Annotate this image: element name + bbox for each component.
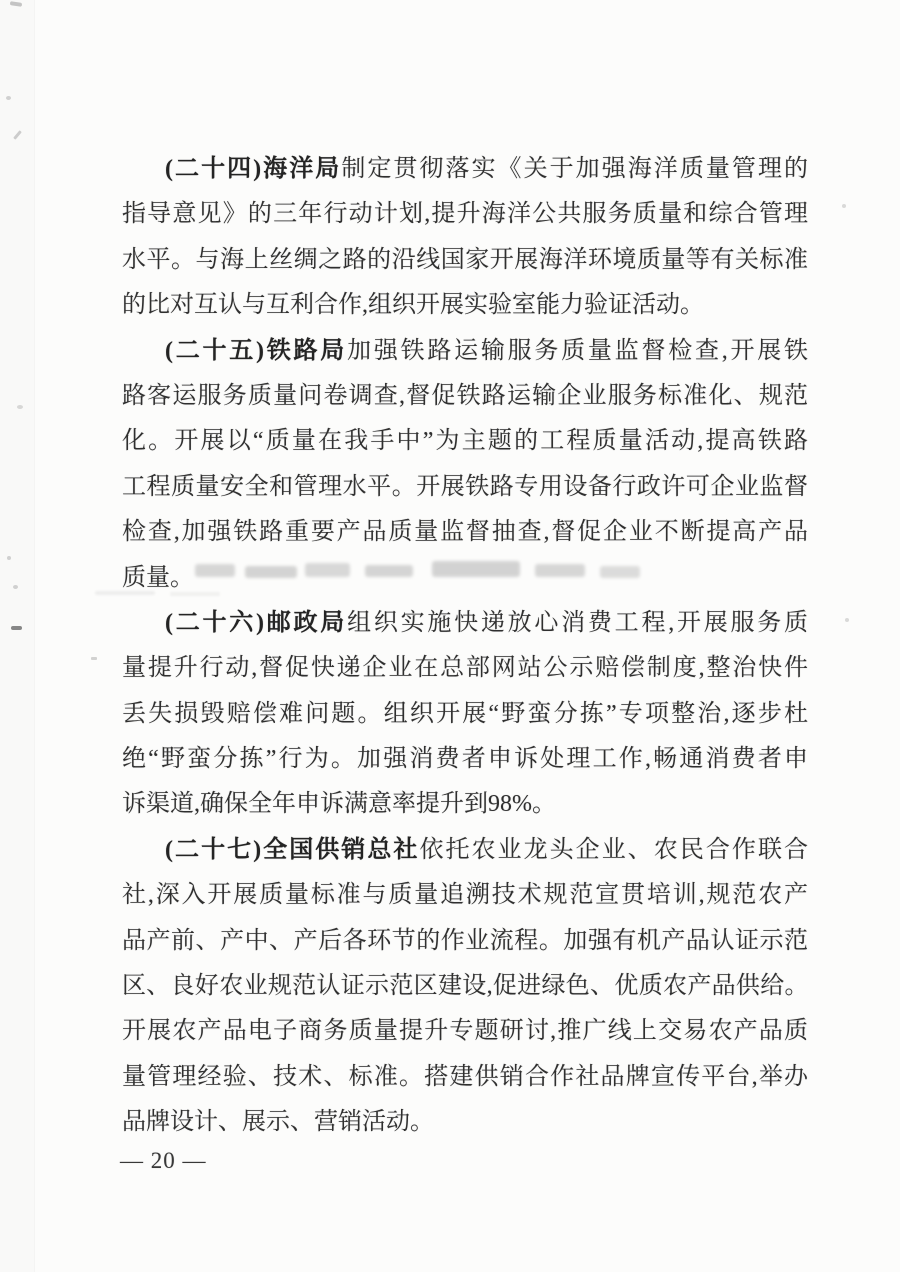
bleedthrough-smudge xyxy=(305,563,350,577)
text-line: 路客运服务质量问卷调查,督促铁路运输企业服务标准化、规范 xyxy=(122,382,808,409)
bleedthrough-smudge xyxy=(535,564,585,577)
scan-speck xyxy=(842,204,846,208)
bleedthrough-smudge xyxy=(170,592,220,596)
text-line: 绝“野蛮分拣”行为。加强消费者申诉处理工作,畅通消费者申 xyxy=(122,746,808,773)
bleedthrough-smudge xyxy=(600,566,640,578)
bleedthrough-smudge xyxy=(95,591,155,595)
text-line: 丢失损毁赔偿难问题。组织开展“野蛮分拣”专项整治,逐步杜 xyxy=(122,700,808,727)
text-line: 工程质量安全和管理水平。开展铁路专用设备行政许可企业监督 xyxy=(122,473,808,500)
text-line: 品产前、产中、产后各环节的作业流程。加强有机产品认证示范 xyxy=(122,927,808,954)
text-line xyxy=(122,828,808,873)
scan-speck xyxy=(17,405,23,409)
text-line xyxy=(122,601,808,646)
line-text: 加强铁路运输服务质量监督检查,开展铁 xyxy=(347,337,809,364)
paragraph-27 xyxy=(122,828,808,1146)
bleedthrough-smudge xyxy=(245,566,297,578)
text-line xyxy=(122,147,808,192)
text-line: 区、良好农业规范认证示范区建设,促进绿色、优质农产品供给。 xyxy=(122,973,808,1000)
bleedthrough-smudge xyxy=(195,564,235,577)
scan-speck xyxy=(7,556,11,560)
scanner-edge-shading xyxy=(0,0,35,1272)
text-line: 开展农产品电子商务质量提升专题研讨,推广线上交易农产品质 xyxy=(122,1018,808,1045)
text-line: 质量。 xyxy=(122,564,194,591)
text-line: 化。开展以“质量在我手中”为主题的工程质量活动,提高铁路 xyxy=(122,428,808,455)
scan-speck xyxy=(91,657,97,660)
bleedthrough-smudge xyxy=(432,561,520,577)
scan-speck xyxy=(13,585,18,589)
text-line: 诉渠道,确保全年申诉满意率提升到98%。 xyxy=(122,791,556,818)
section-label: (二十五)铁路局 xyxy=(165,337,348,364)
scan-speck xyxy=(11,626,22,630)
line-text: 制定贯彻落实《关于加强海洋质量管理的 xyxy=(341,156,809,182)
text-line: 量管理经验、技术、标准。搭建供销合作社品牌宣传平台,举办 xyxy=(122,1063,808,1090)
line-text: 依托农业龙头企业、农民合作联合 xyxy=(419,836,809,863)
paragraph-26 xyxy=(122,601,808,828)
section-label: (二十四)海洋局 xyxy=(165,156,342,182)
text-line: 社,深入开展质量标准与质量追溯技术规范宣贯培训,规范农产 xyxy=(122,882,808,909)
scan-speck xyxy=(6,96,11,100)
bleedthrough-smudge xyxy=(365,565,413,577)
line-text: 组织实施快递放心消费工程,开展服务质 xyxy=(347,609,809,636)
scan-speck xyxy=(845,618,849,622)
page-number: — 20 — xyxy=(120,1148,207,1173)
paragraph-24 xyxy=(122,147,808,329)
section-label: (二十七)全国供销总社 xyxy=(165,836,420,863)
text-line: 量提升行动,督促快递企业在总部网站公示赔偿制度,整治快件 xyxy=(122,655,808,682)
text-line: 品牌设计、展示、营销活动。 xyxy=(122,1109,434,1136)
text-line xyxy=(122,329,808,374)
text-line: 指导意见》的三年行动计划,提升海洋公共服务质量和综合管理 xyxy=(122,201,808,228)
text-line: 水平。与海上丝绸之路的沿线国家开展海洋环境质量等有关标准 xyxy=(122,246,808,273)
text-line: 检查,加强铁路重要产品质量监督抽查,督促企业不断提高产品 xyxy=(122,519,808,546)
section-label: (二十六)邮政局 xyxy=(165,609,348,636)
text-line: 的比对互认与互利合作,组织开展实验室能力验证活动。 xyxy=(122,292,704,319)
document-body xyxy=(122,147,808,1146)
